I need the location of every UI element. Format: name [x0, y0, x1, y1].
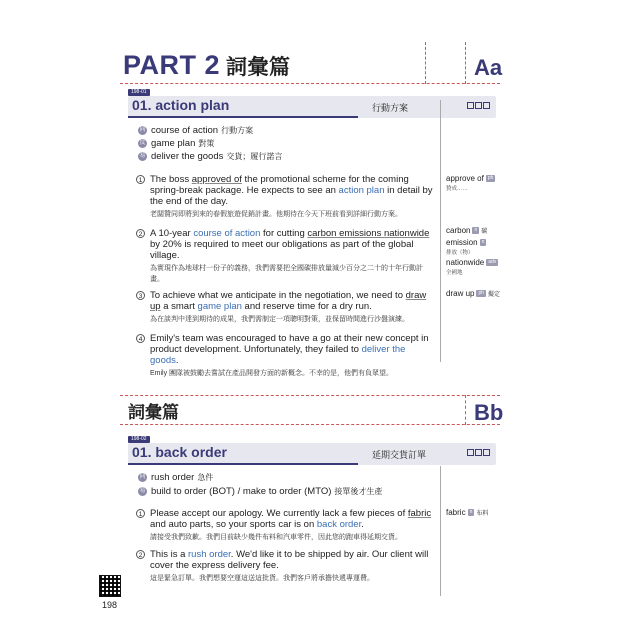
part-of-speech-badge: n [474, 227, 478, 234]
example-en: This is a rush order. We'd like it to be shipped by air. Our client will cover the express delivery fee. [150, 549, 429, 571]
section-divider [120, 395, 500, 396]
headword-meaning: 行動方案 [372, 103, 409, 113]
sidenote-gloss: 擬定 [488, 292, 501, 298]
example-en: A 10-year course of action for cutting carbon emissions nationwide by 20% is required to meet our obligations as part of the global village. [150, 228, 430, 261]
column-divider-2 [440, 466, 441, 596]
header-vline [425, 42, 426, 84]
headword: 01. action plan [132, 97, 230, 113]
checkbox-group[interactable] [467, 102, 490, 109]
section-divider-bottom [120, 424, 500, 425]
example-sentence [136, 174, 436, 220]
keyword-highlight: game plan [197, 301, 242, 312]
collocation-zh: 急件 [197, 473, 214, 482]
example-number: 2 [136, 229, 145, 238]
keyword-highlight: course of action [193, 228, 261, 239]
keyword-highlight: action plan [338, 185, 385, 196]
keyword-highlight: rush order [188, 549, 231, 560]
sidenote-gloss: 贊成…… [446, 186, 469, 192]
synonym-badge: 同 [139, 474, 146, 480]
headword: 01. back order [132, 444, 227, 460]
check-box[interactable] [467, 449, 474, 456]
collocation [138, 125, 253, 136]
vocab-highlight: fabric [407, 508, 432, 519]
audio-track-tag: 198-01 [128, 89, 150, 96]
example-en: Please accept our apology. We currently lack a few pieces of fabric and auto parts, so your sports car is on back order. [150, 508, 432, 530]
audio-track-tag: 198-02 [128, 436, 150, 443]
part-of-speech-badge: ph [478, 290, 485, 297]
example-en: The boss approved of the promotional scheme for the coming spring-break package. He expects to see an action plan in detail by the end of the day. [150, 174, 433, 207]
example-number: 1 [136, 175, 145, 184]
check-box[interactable] [483, 102, 490, 109]
vocab-highlight: draw up [150, 290, 427, 312]
sidenote-gloss: 碳 [481, 229, 488, 235]
qr-code-icon[interactable] [99, 575, 121, 597]
part-of-speech-badge: ph [487, 175, 494, 182]
sidenote: nationwide adv 全國地 [446, 258, 497, 276]
sidenote: draw up ph 擬定 [446, 289, 501, 298]
example-zh: 老闆贊同即將到來的春假旅遊促銷計畫。他期待在今天下班前看到詳細行動方案。 [150, 211, 402, 218]
collocation [138, 151, 282, 162]
collocation-en: game plan [151, 138, 196, 149]
related-badge: 易 [139, 153, 146, 159]
related-badge: 易 [139, 488, 146, 494]
column-divider [440, 100, 441, 362]
check-box[interactable] [467, 102, 474, 109]
collocation [138, 486, 382, 497]
collocation-zh: 接單後才生產 [334, 487, 383, 496]
vocab-highlight: approved of [191, 174, 242, 185]
checkbox-group[interactable] [467, 449, 490, 456]
header-divider [120, 83, 500, 84]
antonym-badge: 反 [139, 140, 146, 146]
example-zh: Emily 團隊被鼓勵去嘗試在產品開發方面的新概念。不幸的是，他們有負眾望。 [150, 370, 394, 377]
sidenote: carbon n 碳 [446, 226, 488, 235]
collocation-en: course of action [151, 125, 219, 136]
check-box[interactable] [475, 102, 482, 109]
synonym-badge: 同 [139, 127, 146, 133]
sidenote-gloss: 排放（物） [446, 250, 474, 256]
page-number: 198 [102, 600, 118, 610]
collocation-en: build to order (BOT) / make to order (MTO) [151, 486, 332, 497]
example-en: Emily's team was encouraged to have a go at their new concept in product development. Unfortunately, they failed to deliver the goods. [150, 333, 429, 366]
example-zh: 請接受我們致歉。我們目前缺少幾件布料和汽車零件，因此您的跑車得延期交貨。 [150, 534, 402, 541]
section-title: 詞彙篇 [128, 403, 179, 422]
example-zh: 為在談判中達到期待的成果，我們需制定一項聰明對策，並保留時間進行沙盤演練。 [150, 316, 409, 323]
keyword-highlight: deliver the goods [150, 344, 406, 366]
collocation-en: deliver the goods [151, 151, 224, 162]
example-sentence [136, 228, 436, 285]
collocation-zh: 對策 [198, 139, 215, 148]
section-letter-aa: Aa [474, 55, 503, 80]
keyword-highlight: back order [316, 519, 362, 530]
collocation [138, 138, 214, 149]
collocation-zh: 交貨；履行諾言 [226, 152, 283, 161]
collocation-en: rush order [151, 472, 195, 483]
collocation [138, 472, 213, 483]
part-of-speech-badge: n [469, 509, 473, 516]
collocation-zh: 行動方案 [221, 126, 254, 135]
sidenote: emission n 排放（物） [446, 238, 485, 256]
sidenote: approve of ph 贊成…… [446, 174, 494, 192]
sidenote-gloss: 全國地 [446, 270, 463, 276]
example-sentence [136, 549, 436, 584]
check-box[interactable] [475, 449, 482, 456]
part-label: PART 2 [123, 50, 221, 80]
example-en: To achieve what we anticipate in the negotiation, we need to draw up a smart game plan and reserve time for a dry run. [150, 290, 427, 312]
check-box[interactable] [483, 449, 490, 456]
part-subtitle: 詞彙篇 [226, 56, 291, 79]
example-number: 3 [136, 291, 145, 300]
example-sentence [136, 333, 436, 379]
example-zh: 這是緊急訂單。我們想要空運這送這批貨。我們客戶將承擔快遞專運費。 [150, 575, 374, 582]
headword-meaning: 延期交貨訂單 [372, 450, 427, 460]
example-sentence [136, 290, 436, 325]
part-of-speech-badge: n [481, 239, 485, 246]
example-zh: 為實現作為地球村一份子的義務，我們需要把全國碳排放量減少百分之二十的十年行動計畫。 [150, 265, 423, 283]
part-title [123, 50, 291, 81]
sidenote-gloss: 布料 [476, 511, 489, 517]
part-of-speech-badge: adv [488, 259, 497, 266]
example-number: 2 [136, 550, 145, 559]
example-sentence [136, 508, 436, 543]
header-vline-2 [465, 42, 466, 84]
sidenote: fabric n 布料 [446, 508, 489, 517]
vocab-highlight: carbon emissions nationwide [307, 228, 430, 239]
example-number: 1 [136, 509, 145, 518]
section-letter-bb: Bb [474, 400, 504, 425]
example-number: 4 [136, 334, 145, 343]
section-vline [465, 395, 466, 425]
entry-header-back-order [128, 436, 496, 465]
